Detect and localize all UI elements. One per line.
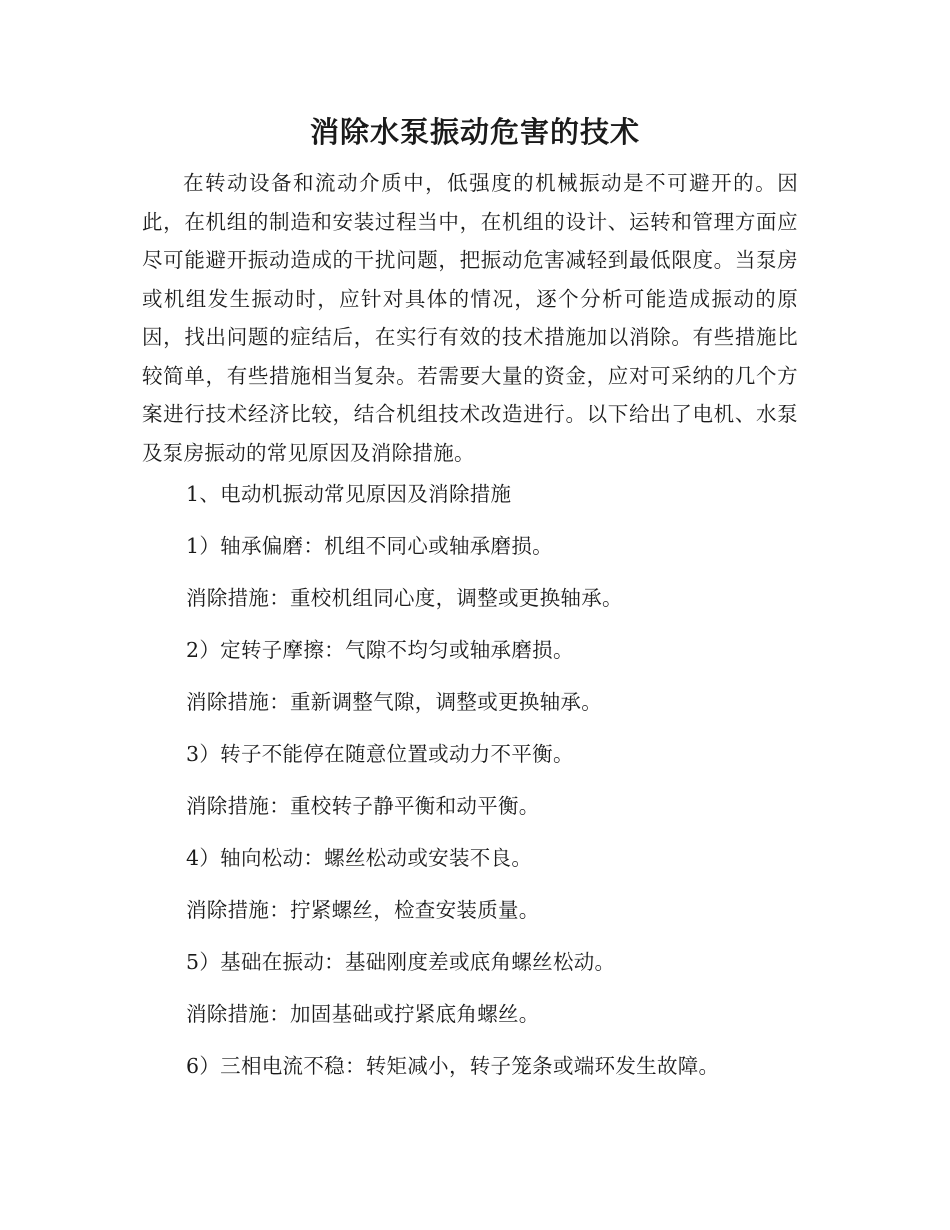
cause-line: 5）基础在振动：基础刚度差或底角螺丝松动。 <box>186 950 616 974</box>
section-heading: 1、电动机振动常见原因及消除措施 <box>186 482 512 506</box>
intro-paragraph: 在转动设备和流动介质中，低强度的机械振动是不可避开的。因此，在机组的制造和安装过程当中，在机组的设计、运转和管理方面应尽可能避开振动造成的干扰问题，把振动危害减轻到最低限度。当泵房或机组发生振动时，应针对具体的情况，逐个分析可能造成振动的原因，找出问题的症结后，在实行有效的技术措施加以消除。有些措施比较简单，有些措施相当复杂。若需要大量的资金，应对可采纳的几个方案进行技术经济比较，结合机组技术改造进行。以下给出了电机、水泵及泵房振动的常见原因及消除措施。 <box>142 171 798 465</box>
cause-line: 2）定转子摩擦：气隙不均匀或轴承磨损。 <box>186 638 574 662</box>
content-lines <box>186 475 798 1099</box>
cause-line: 1）轴承偏磨：机组不同心或轴承磨损。 <box>186 534 553 558</box>
remedy-line: 消除措施：重校机组同心度，调整或更换轴承。 <box>186 586 623 610</box>
remedy-line: 消除措施：重校转子静平衡和动平衡。 <box>186 794 540 818</box>
cause-line: 3）转子不能停在随意位置或动力不平衡。 <box>186 742 574 766</box>
remedy-line: 消除措施：拧紧螺丝，检查安装质量。 <box>186 898 540 922</box>
remedy-line: 消除措施：重新调整气隙，调整或更换轴承。 <box>186 690 602 714</box>
cause-line: 4）轴向松动：螺丝松动或安装不良。 <box>186 846 533 870</box>
remedy-line: 消除措施：加固基础或拧紧底角螺丝。 <box>186 1002 540 1026</box>
document-title: 消除水泵振动危害的技术 <box>309 115 640 149</box>
cause-line: 6）三相电流不稳：转矩减小，转子笼条或端环发生故障。 <box>186 1054 720 1078</box>
